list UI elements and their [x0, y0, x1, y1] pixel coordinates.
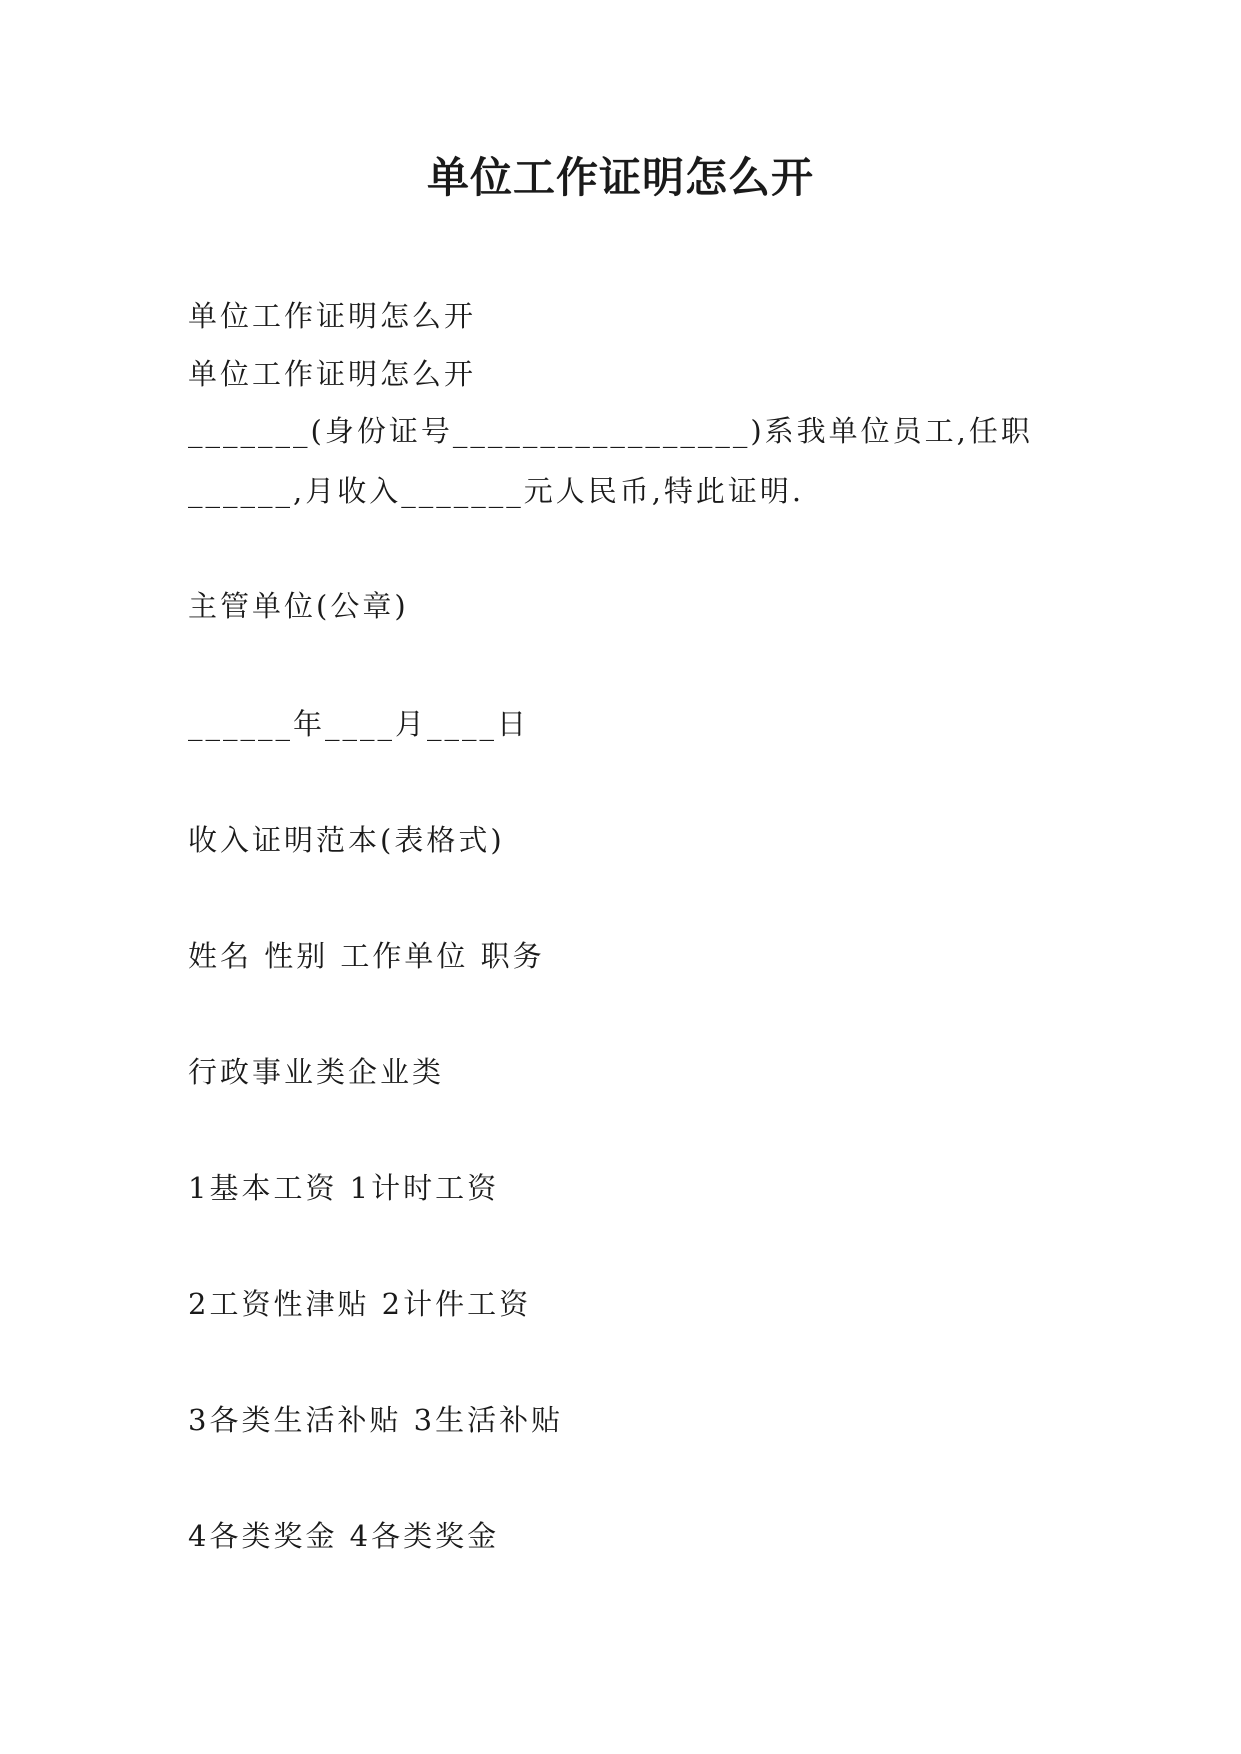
- body-line-date: ______年____月____日: [188, 707, 530, 741]
- body-line-fields: 姓名 性别 工作单位 职务: [188, 939, 545, 973]
- body-line-item-1: 1基本工资 1计时工资: [188, 1171, 500, 1205]
- body-line-template-title: 收入证明范本(表格式): [188, 823, 505, 857]
- body-line-heading-1: 单位工作证明怎么开: [188, 299, 477, 333]
- body-line-item-2: 2工资性津贴 2计件工资: [188, 1287, 532, 1321]
- body-line-item-4: 4各类奖金 4各类奖金: [188, 1519, 500, 1553]
- body-line-heading-2: 单位工作证明怎么开: [188, 357, 477, 391]
- body-line-categories: 行政事业类企业类: [188, 1055, 445, 1089]
- body-line-income: ______,月收入_______元人民币,特此证明.: [188, 474, 805, 508]
- body-line-id-employment: _______(身份证号_________________)系我单位员工,任职: [188, 414, 1033, 448]
- page-title: 单位工作证明怎么开: [426, 153, 814, 202]
- body-line-seal: 主管单位(公章): [188, 589, 409, 623]
- body-line-item-3: 3各类生活补贴 3生活补贴: [188, 1403, 564, 1437]
